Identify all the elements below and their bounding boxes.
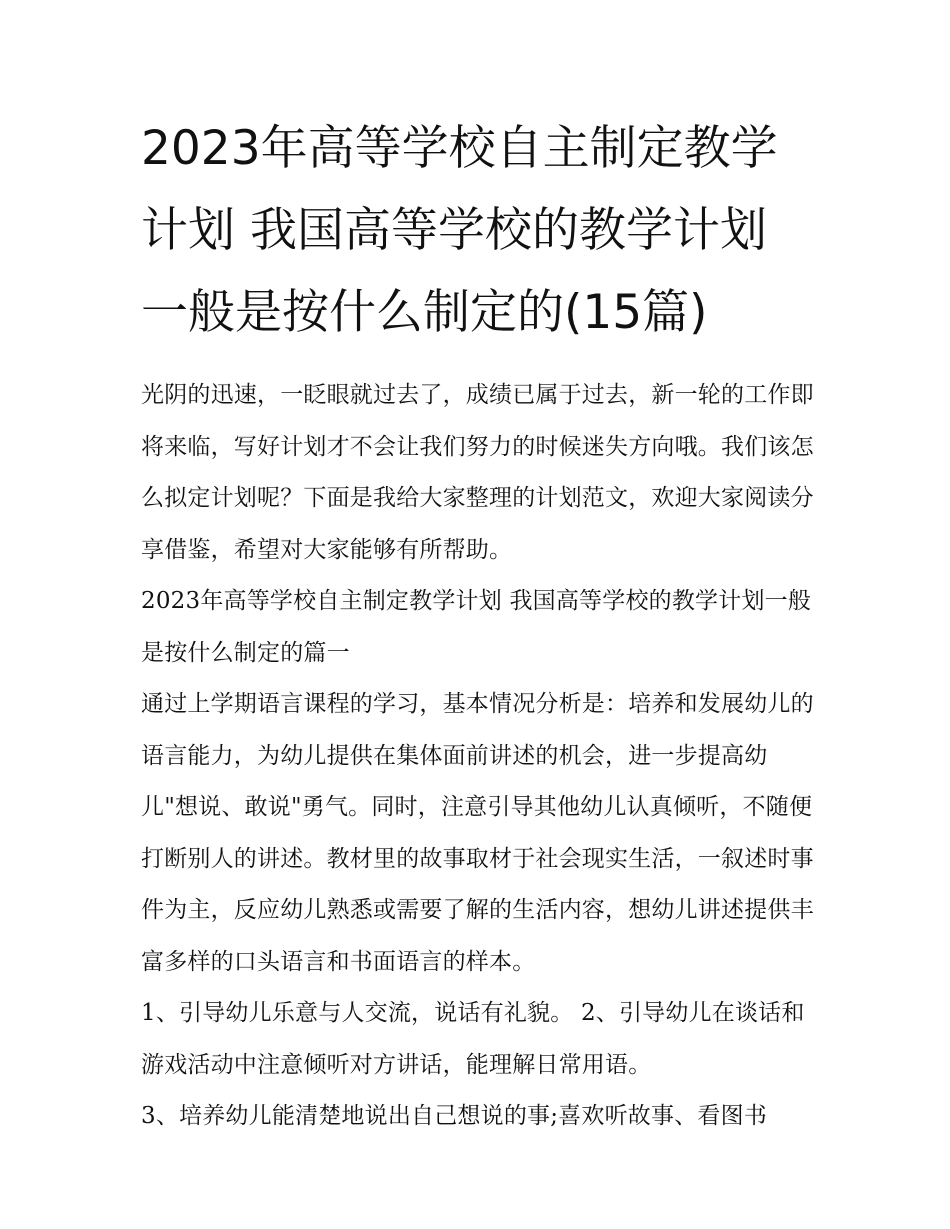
page-title xyxy=(141,108,816,354)
section-heading: 2023年高等学校自主制定教学计划 我国高等学校的教学计划一般是按什么制定的篇一 xyxy=(141,588,812,666)
intro-paragraph: 光阴的迅速，一眨眼就过去了，成绩已属于过去，新一轮的工作即将来临，写好计划才不会让我们努力的时候迷失方向哦。我们该怎么拟定计划呢？下面是我给大家整理的计划范文，欢迎大家阅读分享借鉴，希望对大家能够有所帮助。 xyxy=(141,382,814,563)
goals-paragraph-1: 1、引导幼儿乐意与人交流，说话有礼貌。 2、引导幼儿在谈话和游戏活动中注意倾听对方讲话，能理解日常用语。 xyxy=(141,1000,805,1078)
title-line-2: 计划 我国高等学校的教学计划 xyxy=(141,203,767,258)
analysis-paragraph: 通过上学期语言课程的学习，基本情况分析是：培养和发展幼儿的语言能力，为幼儿提供在集体面前讲述的机会，进一步提高幼儿"想说、敢说"勇气。同时，注意引导其他幼儿认真倾听，不随便打断别人的讲述。教材里的故事取材于社会现实生活，一叙述时事件为主，反应幼儿熟悉或需要了解的生活内容，想幼儿讲述提供丰富多样的口头语言和书面语言的样本。 xyxy=(141,691,814,975)
document-body xyxy=(141,108,816,1143)
goals-paragraph-2: 3、培养幼儿能清楚地说出自己想说的事;喜欢听故事、看图书 xyxy=(141,1103,767,1129)
title-line-1: 2023年高等学校自主制定教学 xyxy=(141,121,778,176)
title-line-3: 一般是按什么制定的(15篇) xyxy=(141,285,708,340)
